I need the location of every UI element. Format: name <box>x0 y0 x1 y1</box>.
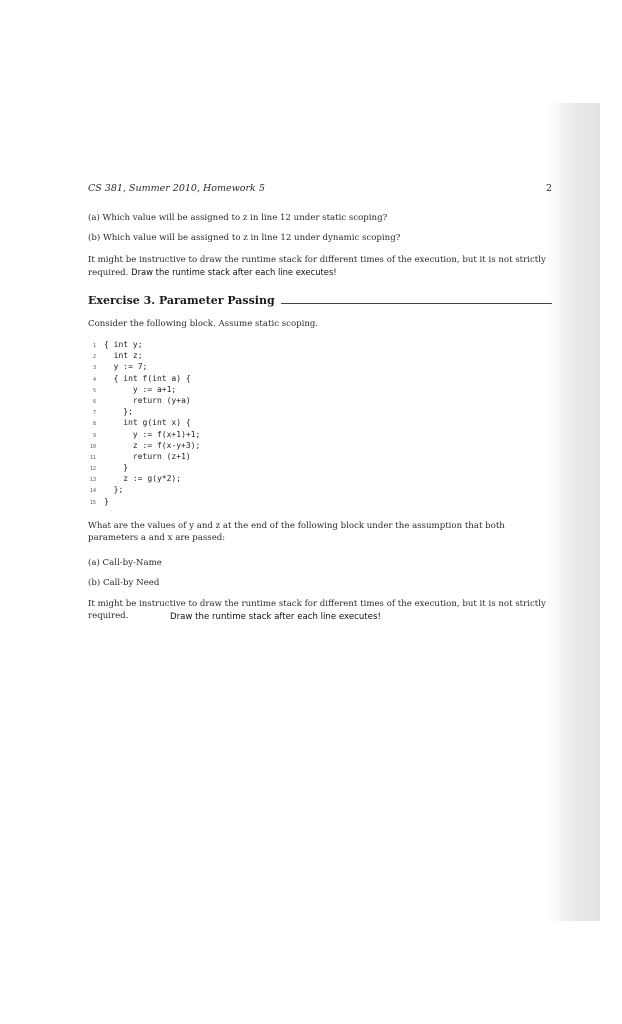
code-text: int g(int x) { <box>104 418 191 428</box>
code-text: { int y; <box>104 340 143 349</box>
section-heading <box>88 291 552 307</box>
page-header <box>88 183 552 194</box>
intro-text: Consider the following block. Assume static scoping. <box>88 319 319 329</box>
code-text: return (y+a) <box>104 395 191 405</box>
line-number: 9 <box>92 432 96 439</box>
code-line <box>88 463 388 474</box>
code-text: int z; <box>104 351 143 361</box>
code-line <box>88 396 388 407</box>
code-line <box>88 441 388 452</box>
line-number: 1 <box>92 343 96 349</box>
code-line <box>88 340 388 351</box>
code-line <box>88 430 388 441</box>
line-number: 13 <box>89 477 96 484</box>
hint-paragraph-2: It might be instructive to draw the runtime stack for different times of the execution, but it is not strictly required. <box>88 599 546 621</box>
code-line <box>88 485 388 496</box>
code-text: y := a+1; <box>104 384 177 394</box>
line-number: 6 <box>92 398 96 405</box>
line-number: 4 <box>92 376 96 383</box>
question-b-dynamic: (b) Which value will be assigned to z in line 12 under dynamic scoping? <box>88 233 401 243</box>
line-number: 14 <box>89 488 96 495</box>
code-line <box>88 418 388 429</box>
document-page <box>88 0 552 1024</box>
code-text: z := g(y*2); <box>104 474 182 484</box>
code-line <box>88 497 388 508</box>
code-listing <box>88 340 388 508</box>
question-main: What are the values of y and z at the end of the following block under the assumption that both parameters a and x are passed: <box>88 521 505 543</box>
page-edge-shadow <box>545 103 600 921</box>
line-number: 12 <box>89 466 96 473</box>
handwritten-note-1: Draw the runtime stack after each line executes! <box>131 267 337 277</box>
hint-paragraph-1 <box>88 254 552 279</box>
code-text: { int f(int a) { <box>104 373 191 383</box>
code-text: return (z+1) <box>104 451 191 461</box>
code-line <box>88 407 388 418</box>
line-number: 11 <box>89 454 96 461</box>
page-number: 2 <box>545 183 552 194</box>
line-number: 8 <box>92 421 96 428</box>
code-text: }; <box>104 485 124 495</box>
section-rule <box>281 303 552 304</box>
line-number: 7 <box>92 410 96 417</box>
line-number: 2 <box>92 354 96 361</box>
option-call-by-need: (b) Call-by Need <box>88 578 160 588</box>
line-number: 3 <box>92 365 96 372</box>
code-line <box>88 351 388 362</box>
line-number: 10 <box>89 443 96 450</box>
header-title: CS 381, Summer 2010, Homework 5 <box>88 183 265 194</box>
line-number: 15 <box>89 499 96 506</box>
code-line <box>88 362 388 373</box>
code-line <box>88 452 388 463</box>
handwritten-note-2: Draw the runtime stack after each line executes! <box>170 612 381 622</box>
section-title: Exercise 3. Parameter Passing <box>88 294 275 307</box>
option-call-by-name: (a) Call-by-Name <box>88 558 162 568</box>
code-text: y := f(x+1)+1; <box>104 429 201 439</box>
question-a-static: (a) Which value will be assigned to z in line 12 under static scoping? <box>88 213 388 223</box>
code-text: y := 7; <box>104 362 148 372</box>
code-text: } <box>104 463 129 473</box>
code-text: }; <box>104 407 133 417</box>
code-text: z := f(x-y+3); <box>104 440 201 450</box>
code-line <box>88 385 388 396</box>
code-line <box>88 474 388 485</box>
code-text: } <box>104 496 109 506</box>
code-line <box>88 374 388 385</box>
line-number: 5 <box>92 387 96 394</box>
hint-text-1: It might be instructive to draw the runtime stack for different times of the execution, but it is not strictly required. <box>88 255 546 278</box>
